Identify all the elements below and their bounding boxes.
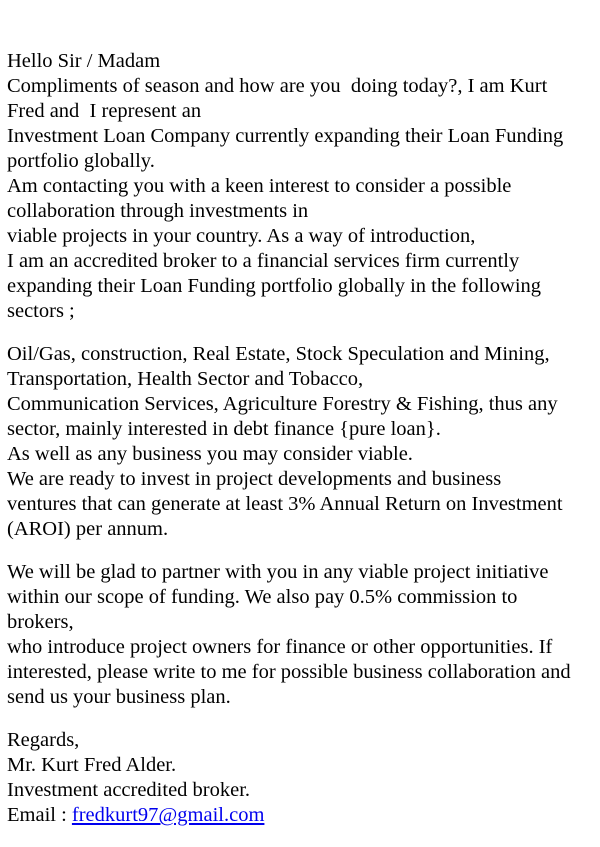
paragraph-partnership	[7, 560, 594, 710]
text-line: viable projects in your country. As a way of introduction,	[7, 225, 476, 247]
text-line: Regards,	[7, 729, 80, 751]
text-line: collaboration through investments in	[7, 200, 309, 222]
text-line: We will be glad to partner with you in any viable project initiative	[7, 561, 549, 583]
text-line: within our scope of funding. We also pay 0.5% commission to	[7, 586, 518, 608]
text-line: Investment accredited broker.	[7, 779, 251, 801]
text-line: (AROI) per annum.	[7, 518, 169, 540]
text-line: expanding their Loan Funding portfolio globally in the following	[7, 275, 542, 297]
text-line: Am contacting you with a keen interest to consider a possible	[7, 175, 512, 197]
text-line: interested, please write to me for possible business collaboration and	[7, 661, 571, 683]
text-line: Fred and I represent an	[7, 100, 202, 122]
email-label: Email :	[7, 804, 72, 826]
text-line: send us your business plan.	[7, 686, 231, 708]
text-line: Communication Services, Agriculture Forestry & Fishing, thus any	[7, 393, 558, 415]
text-line: I am an accredited broker to a financial services firm currently	[7, 250, 520, 272]
email-link[interactable]: fredkurt97@gmail.com	[71, 804, 265, 826]
text-line: ventures that can generate at least 3% Annual Return on Investment	[7, 493, 563, 515]
paragraph-greeting	[7, 49, 594, 324]
text-line: Compliments of season and how are you doing today?, I am Kurt	[7, 75, 548, 97]
text-line: Oil/Gas, construction, Real Estate, Stock Speculation and Mining,	[7, 343, 550, 365]
text-line: sectors ;	[7, 300, 75, 322]
email-line	[7, 803, 594, 828]
text-line: sector, mainly interested in debt finance {pure loan}.	[7, 418, 441, 440]
text-line: Mr. Kurt Fred Alder.	[7, 754, 177, 776]
text-line: portfolio globally.	[7, 150, 155, 172]
text-line: Transportation, Health Sector and Tobacco,	[7, 368, 364, 390]
text-line: Hello Sir / Madam	[7, 50, 161, 72]
paragraph-signature	[7, 728, 594, 828]
text-line: As well as any business you may consider viable.	[7, 443, 413, 465]
text-line: brokers,	[7, 611, 74, 633]
email-body	[7, 49, 594, 828]
text-line: who introduce project owners for finance or other opportunities. If	[7, 636, 553, 658]
paragraph-sectors	[7, 342, 594, 542]
text-line: Investment Loan Company currently expanding their Loan Funding	[7, 125, 564, 147]
text-line: We are ready to invest in project developments and business	[7, 468, 502, 490]
